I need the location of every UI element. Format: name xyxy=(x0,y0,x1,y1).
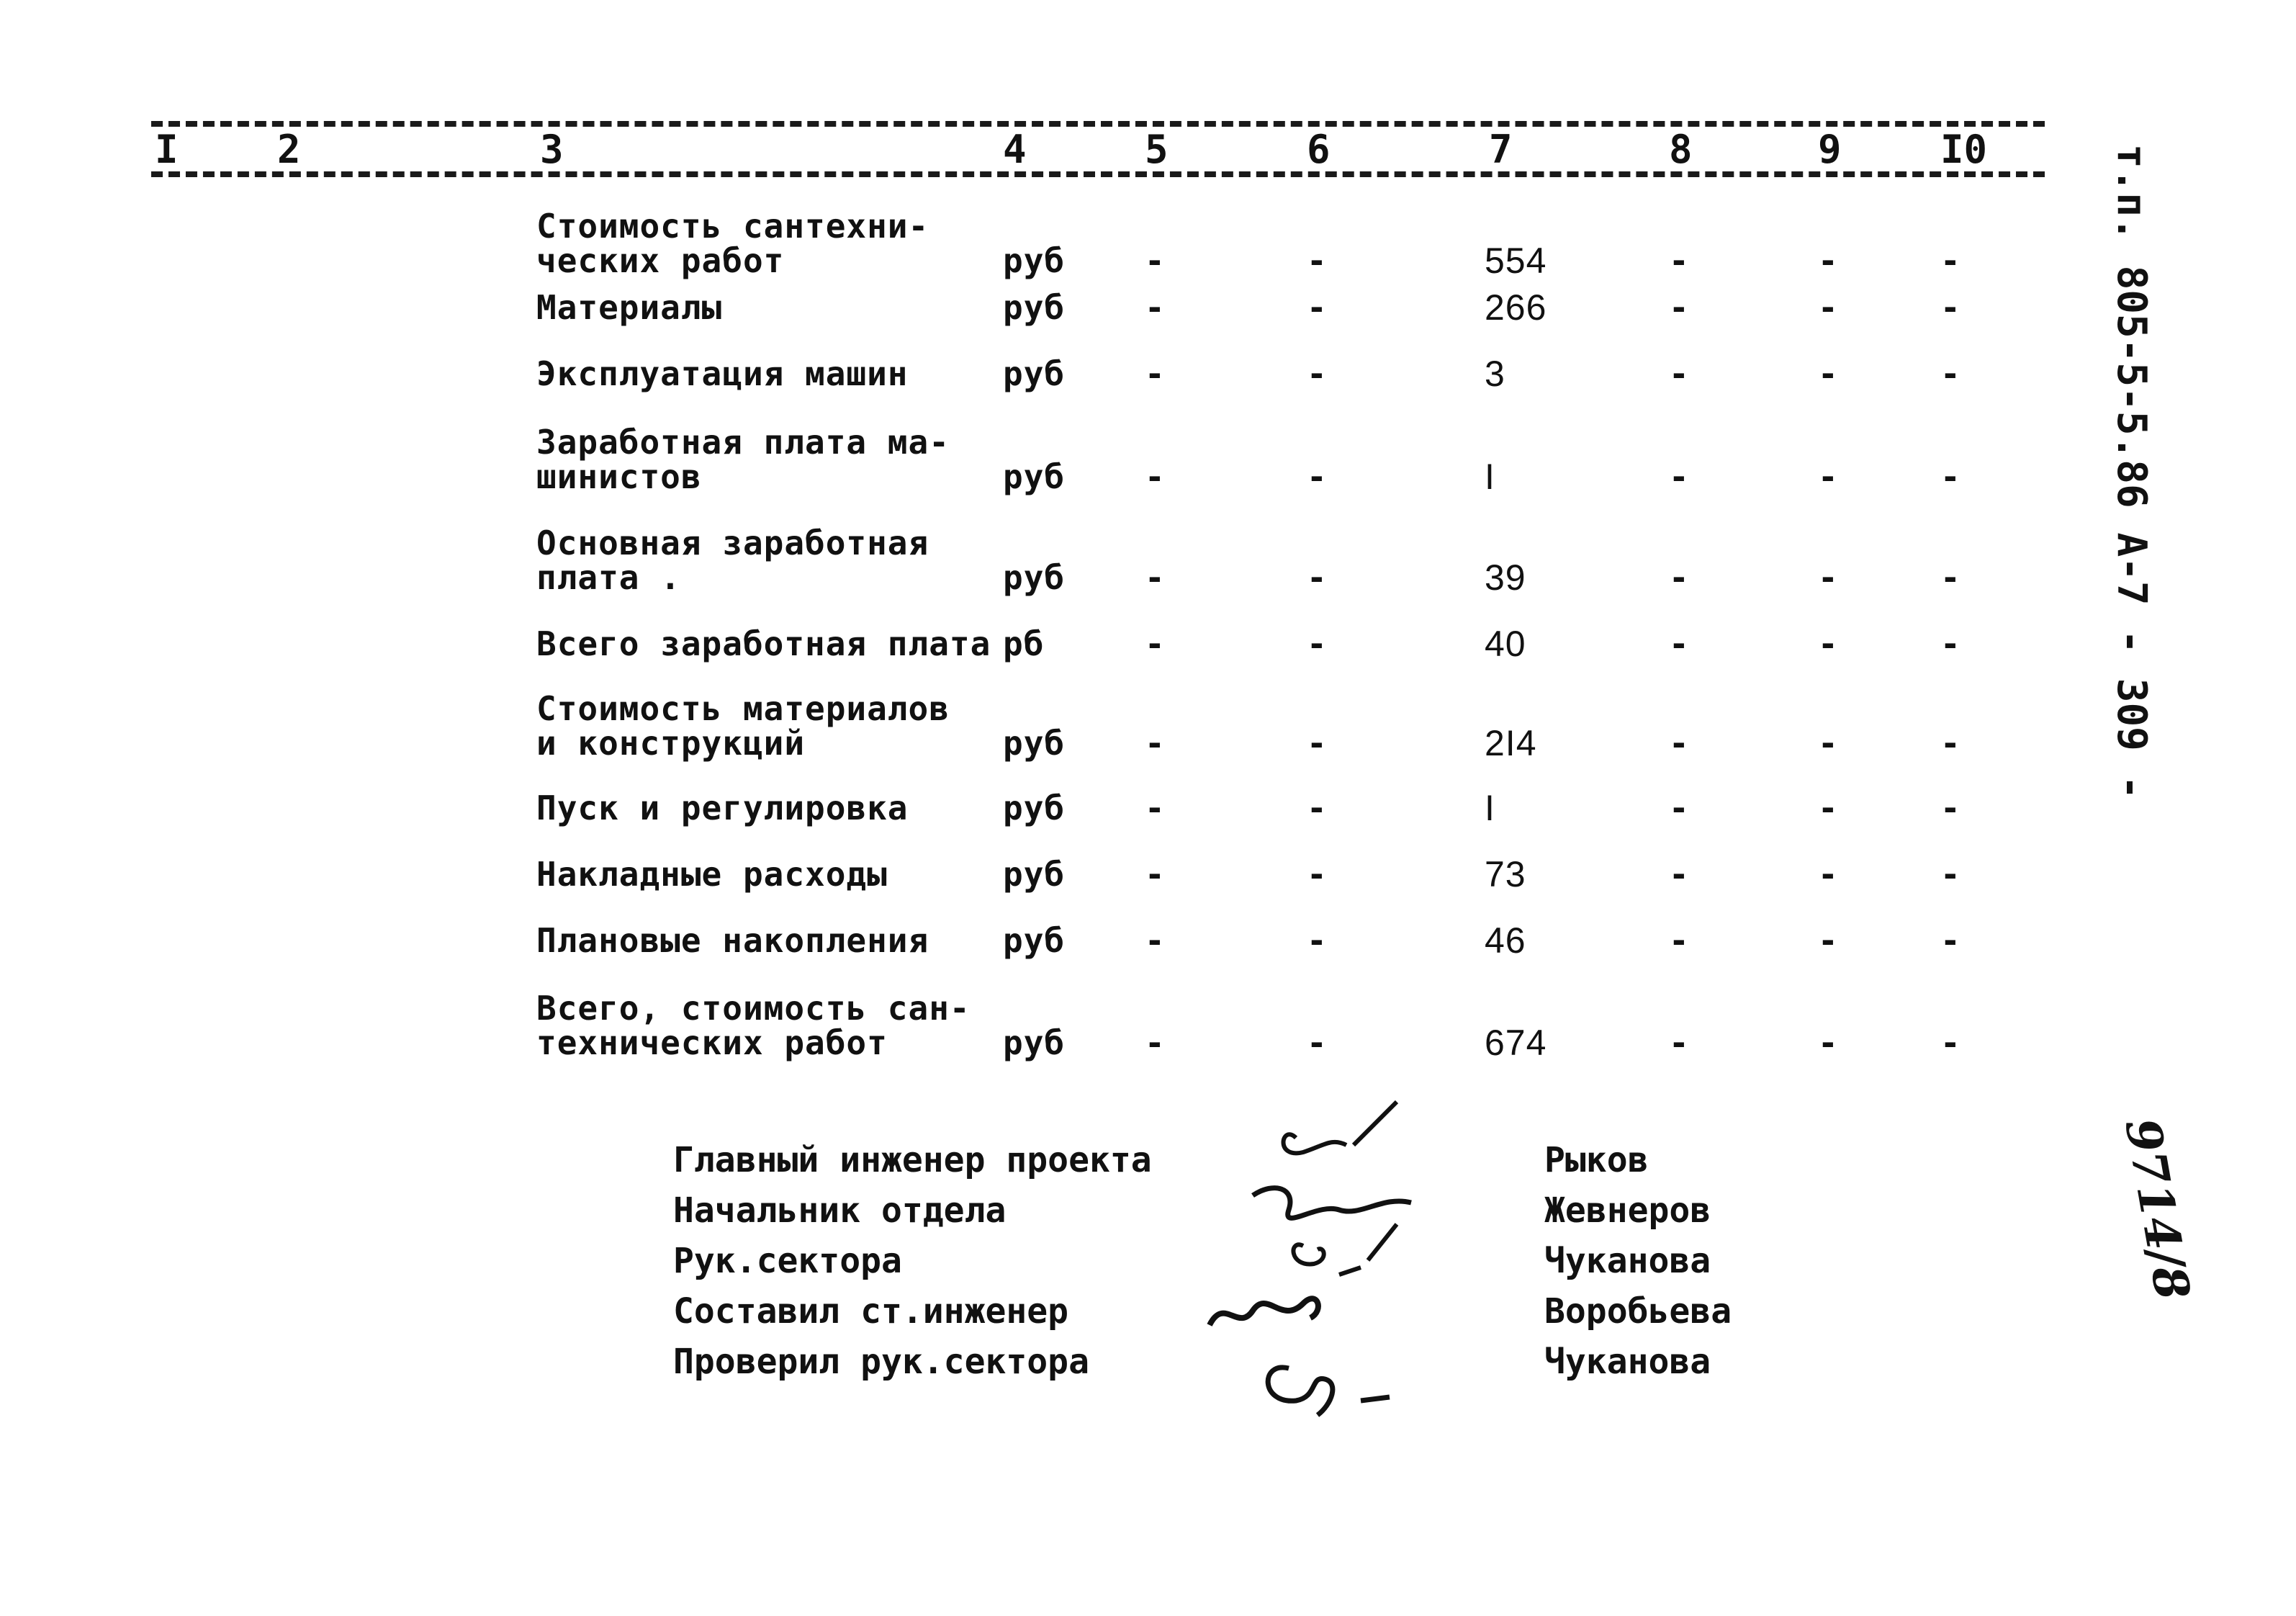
col10-cell: - xyxy=(1940,1023,1961,1062)
col8-cell: - xyxy=(1669,457,1690,496)
item-name xyxy=(536,209,929,278)
cost-value: 554 xyxy=(1485,241,1547,281)
col8-cell: - xyxy=(1669,789,1690,827)
signature-name: Чуканова xyxy=(1544,1342,1711,1382)
unit-cell: руб xyxy=(1003,855,1066,894)
item-name xyxy=(536,791,909,825)
signature-role: Проверил рук.сектора xyxy=(673,1342,1089,1382)
item-name-line: Стоимость материалов xyxy=(536,689,950,728)
cost-value: 266 xyxy=(1485,287,1547,328)
col5-cell: - xyxy=(1145,921,1166,960)
unit-cell: руб xyxy=(1003,457,1066,496)
col5-cell: - xyxy=(1145,354,1166,393)
unit-cell: руб xyxy=(1003,354,1066,393)
item-name xyxy=(536,857,888,892)
column-number-7: 7 xyxy=(1489,127,1513,172)
col9-cell: - xyxy=(1818,558,1839,597)
col6-cell: - xyxy=(1307,354,1328,393)
item-name-line: Эксплуатация машин xyxy=(536,354,909,393)
col10-cell: - xyxy=(1940,457,1961,496)
column-number-1: I xyxy=(155,127,179,172)
signature-scribble-3 xyxy=(1293,1224,1397,1275)
col5-cell: - xyxy=(1145,457,1166,496)
col9-cell: - xyxy=(1818,354,1839,393)
item-name-line: технических работ xyxy=(536,1023,888,1062)
col10-cell: - xyxy=(1940,241,1961,280)
signature-scribble-1 xyxy=(1284,1102,1397,1153)
col10-cell: - xyxy=(1940,789,1961,827)
col8-cell: - xyxy=(1669,354,1690,393)
cost-value: 40 xyxy=(1485,624,1526,664)
column-number-10: I0 xyxy=(1940,127,1988,172)
signature-name: Воробьева xyxy=(1544,1291,1732,1332)
signature-name: Жевнеров xyxy=(1544,1190,1711,1231)
col10-cell: - xyxy=(1940,624,1961,663)
col8-cell: - xyxy=(1669,288,1690,327)
col6-cell: - xyxy=(1307,1023,1328,1062)
handwritten-signatures xyxy=(1181,1095,1469,1426)
col9-cell: - xyxy=(1818,241,1839,280)
unit-cell: руб xyxy=(1003,921,1066,960)
cost-value: I xyxy=(1485,788,1495,828)
item-name xyxy=(536,290,722,325)
col5-cell: - xyxy=(1145,724,1166,763)
signature-role: Составил ст.инженер xyxy=(673,1291,1069,1332)
col10-cell: - xyxy=(1940,288,1961,327)
cost-value: I xyxy=(1485,457,1495,497)
item-name-line: Заработная плата ма- xyxy=(536,423,950,462)
unit-cell: руб xyxy=(1003,1023,1066,1062)
unit-cell: руб xyxy=(1003,724,1066,763)
item-name xyxy=(536,526,929,595)
col9-cell: - xyxy=(1818,724,1839,763)
col6-cell: - xyxy=(1307,789,1328,827)
signature-role: Начальник отдела xyxy=(673,1190,1007,1231)
col6-cell: - xyxy=(1307,241,1328,280)
cost-value: 39 xyxy=(1485,557,1526,598)
item-name-line: ческих работ xyxy=(536,241,785,280)
item-name xyxy=(536,624,991,663)
item-name-line: Накладные расходы xyxy=(536,855,888,894)
col10-cell: - xyxy=(1940,558,1961,597)
col10-cell: - xyxy=(1940,354,1961,393)
col5-cell: - xyxy=(1145,558,1166,597)
col5-cell: - xyxy=(1145,789,1166,827)
column-number-4: 4 xyxy=(1003,127,1027,172)
cost-value: 46 xyxy=(1485,920,1526,961)
item-name xyxy=(536,425,950,494)
cost-value: 73 xyxy=(1485,854,1526,894)
column-number-3: 3 xyxy=(540,127,564,172)
col8-cell: - xyxy=(1669,558,1690,597)
item-name-line: шинистов xyxy=(536,457,702,496)
item-name-line: Плановые накопления xyxy=(536,921,929,960)
col9-cell: - xyxy=(1818,288,1839,327)
unit-cell: руб xyxy=(1003,558,1066,597)
col6-cell: - xyxy=(1307,855,1328,894)
item-name xyxy=(536,923,929,958)
column-number-8: 8 xyxy=(1669,127,1693,172)
col9-cell: - xyxy=(1818,624,1839,663)
item-name xyxy=(536,689,950,763)
col6-cell: - xyxy=(1307,288,1328,327)
document-code: т.п. 805-5-5.86 А-7 - 309 - xyxy=(2108,144,2155,800)
col8-cell: - xyxy=(1669,724,1690,763)
col8-cell: - xyxy=(1669,921,1690,960)
col8-cell: - xyxy=(1669,855,1690,894)
col6-cell: - xyxy=(1307,624,1328,663)
col8-cell: - xyxy=(1669,241,1690,280)
item-name xyxy=(536,991,971,1060)
archive-number: 9714/8 xyxy=(2114,1114,2202,1304)
item-name-line: и конструкций xyxy=(536,724,806,763)
item-name-line: Стоимость сантехни- xyxy=(536,207,929,246)
unit-cell: руб xyxy=(1003,288,1066,327)
col10-cell: - xyxy=(1940,855,1961,894)
item-name-line: плата . xyxy=(536,558,681,597)
col8-cell: - xyxy=(1669,624,1690,663)
item-name xyxy=(536,356,909,391)
column-number-6: 6 xyxy=(1307,127,1331,172)
col9-cell: - xyxy=(1818,921,1839,960)
unit-cell: рб xyxy=(1003,624,1045,663)
item-name-line: Материалы xyxy=(536,288,723,327)
col5-cell: - xyxy=(1145,288,1166,327)
unit-cell: руб xyxy=(1003,789,1066,827)
col10-cell: - xyxy=(1940,724,1961,763)
col5-cell: - xyxy=(1145,855,1166,894)
item-name-line: Всего, стоимость сан- xyxy=(536,989,971,1028)
cost-value: 2I4 xyxy=(1485,723,1537,763)
col9-cell: - xyxy=(1818,789,1839,827)
col6-cell: - xyxy=(1307,921,1328,960)
signature-scribble-5 xyxy=(1268,1368,1390,1415)
item-name-line: Пуск и регулировка xyxy=(536,789,909,827)
col6-cell: - xyxy=(1307,457,1328,496)
signature-scribble-4 xyxy=(1210,1298,1318,1325)
col9-cell: - xyxy=(1818,855,1839,894)
col9-cell: - xyxy=(1818,457,1839,496)
col9-cell: - xyxy=(1818,1023,1839,1062)
unit-cell: руб xyxy=(1003,241,1066,280)
cost-value: 674 xyxy=(1485,1023,1547,1063)
signature-role: Рук.сектора xyxy=(673,1241,902,1281)
col5-cell: - xyxy=(1145,241,1166,280)
header-rule-top xyxy=(151,121,2045,127)
column-number-5: 5 xyxy=(1145,127,1169,172)
item-name-line: Всего заработная плата xyxy=(536,624,991,663)
item-name-line: Основная заработная xyxy=(536,524,929,562)
signature-name: Чуканова xyxy=(1544,1241,1711,1281)
col6-cell: - xyxy=(1307,724,1328,763)
col6-cell: - xyxy=(1307,558,1328,597)
col5-cell: - xyxy=(1145,624,1166,663)
column-number-9: 9 xyxy=(1818,127,1842,172)
col8-cell: - xyxy=(1669,1023,1690,1062)
header-rule-bottom xyxy=(151,171,2045,177)
signature-scribble-2 xyxy=(1253,1188,1411,1218)
col5-cell: - xyxy=(1145,1023,1166,1062)
signature-role: Главный инженер проекта xyxy=(673,1140,1152,1180)
column-number-2: 2 xyxy=(277,127,301,172)
col10-cell: - xyxy=(1940,921,1961,960)
signature-name: Рыков xyxy=(1544,1140,1649,1180)
cost-value: 3 xyxy=(1485,354,1505,394)
